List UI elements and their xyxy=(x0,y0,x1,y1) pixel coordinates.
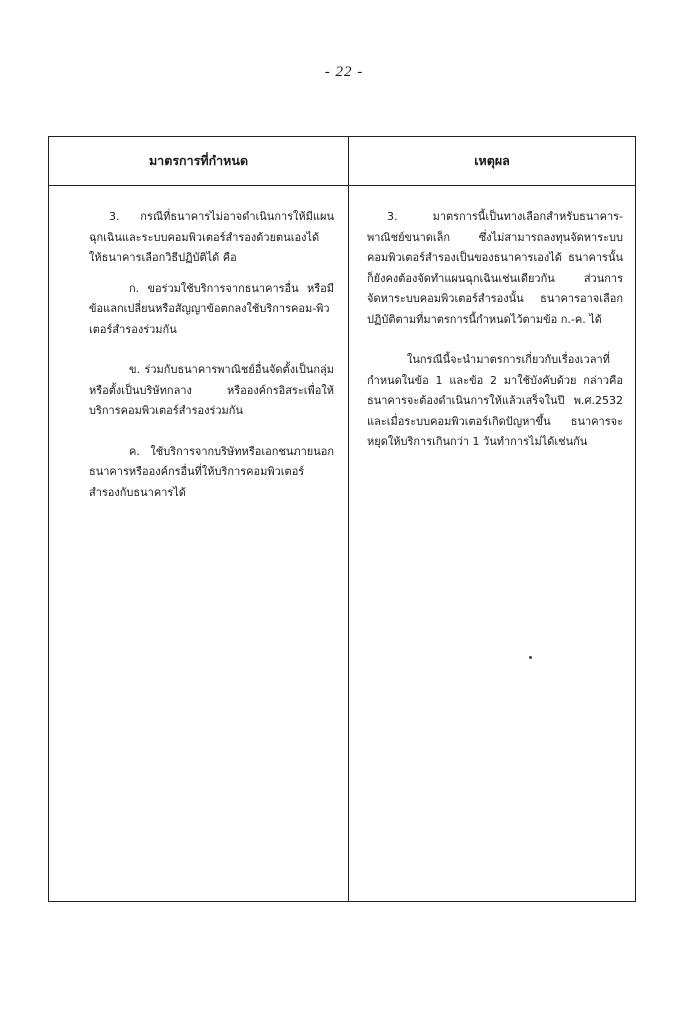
measure-option-b: ข. ร่วมกับธนาคารพาณิชย์อื่นจัดตั้งเป็นกลุ่มหรือตั้งเป็นบริษัทกลาง หรือองค์กรอิสระเพื่อให้บริการคอมพิวเตอร์สำรองร่วมกัน xyxy=(89,363,334,417)
measure-item-3: 3. กรณีที่ธนาคารไม่อาจดำเนินการให้มีแผนฉุกเฉินและระบบคอมพิวเตอร์สำรองด้วยตนเองได้ ให้ธนาคารเลือกวิธีปฏิบัติได้ คือ xyxy=(89,210,334,264)
page-number: - 22 - xyxy=(324,64,364,80)
header-measures: มาตรการที่กำหนด xyxy=(148,153,249,168)
table-header-row xyxy=(49,137,635,186)
measure-option-c: ค. ใช้บริการจากบริษัทหรือเอกชนภายนอกธนาคารหรือองค์กรอื่นที่ให้บริการคอมพิวเตอร์สำรองกับธนาคารได้ xyxy=(89,444,334,499)
reason-time-requirement: ในกรณีนี้จะนำมาตรการเกี่ยวกับเรื่องเวลาที่กำหนดในข้อ 1 และข้อ 2 มาใช้บังคับด้วย กล่าวคือ ธนาคารจะต้องดำเนินการให้แล้วเสร็จในปี พ.ศ.2532 และเมื่อระบบคอมพิวเตอร์เกิดปัญหาขึ้น ธนาคารจะหยุดให้บริการเกินกว่า 1 วันทำการไม่ได้เช่นกัน xyxy=(367,353,623,448)
header-reasons: เหตุผล xyxy=(474,153,510,168)
scan-speck xyxy=(529,656,532,659)
comparison-table xyxy=(48,136,636,902)
measure-option-a: ก. ขอร่วมใช้บริการจากธนาคารอื่น หรือมีข้อแลกเปลี่ยนหรือสัญญาข้อตกลงใช้บริการคอม-พิวเตอร์สำรองร่วมกัน xyxy=(89,281,334,336)
column-divider xyxy=(348,137,349,901)
measures-column xyxy=(89,207,334,503)
reasons-column xyxy=(367,207,623,453)
reason-item-3: 3. มาตรการนี้เป็นทางเลือกสำหรับธนาคาร-พาณิชย์ขนาดเล็ก ซึ่งไม่สามารถลงทุนจัดหาระบบคอมพิวเตอร์สำรองเป็นของธนาคารเองได้ ธนาคารนั้นก็ยังคงต้องจัดทำแผนฉุกเฉินเช่นเดียวกัน ส่วนการจัดหาระบบคอมพิวเตอร์สำรองนั้น ธนาคารอาจเลือกปฏิบัติตามที่มาตรการนี้กำหนดไว้ตามข้อ ก.-ค. ได้ xyxy=(367,210,623,326)
